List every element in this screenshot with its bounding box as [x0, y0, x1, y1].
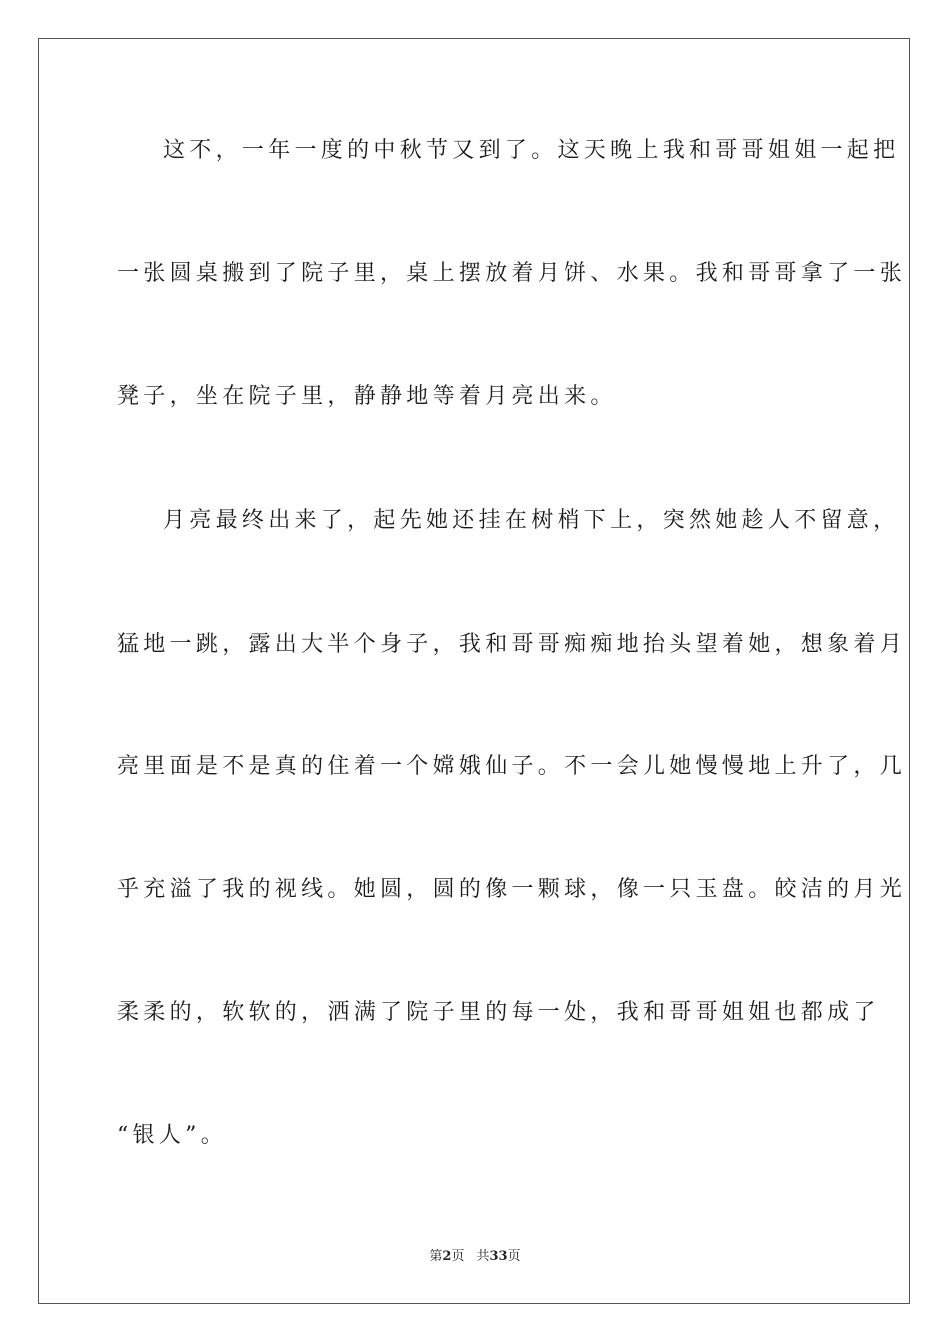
paragraph-1-line-2: 一张圆桌搬到了院子里，桌上摆放着月饼、水果。我和哥哥拿了一张: [117, 261, 907, 286]
paragraph-2-line-2: 猛地一跳，露出大半个身子，我和哥哥痴痴地抬头望着她，想象着月: [117, 632, 907, 657]
paragraph-2-line-3: 亮里面是不是真的住着一个嫦娥仙子。不一会儿她慢慢地上升了，几: [117, 754, 907, 779]
total-suffix: 页: [507, 1249, 521, 1264]
paragraph-1-line-3: 凳子，坐在院子里，静静地等着月亮出来。: [117, 384, 617, 409]
page-border: [38, 38, 910, 1304]
page-footer: [0, 1248, 950, 1266]
paragraph-2-line-1: 月亮最终出来了，起先她还挂在树梢下上，突然她趁人不留意，: [163, 508, 900, 533]
page-suffix: 页: [451, 1249, 465, 1264]
total-pages: 33: [489, 1249, 508, 1264]
paragraph-2-line-6: “银人”。: [117, 1123, 227, 1148]
total-prefix: 共: [476, 1249, 490, 1264]
paragraph-2-line-4: 乎充溢了我的视线。她圆，圆的像一颗球，像一只玉盘。皎洁的月光: [117, 877, 907, 902]
page-number: 2: [442, 1249, 452, 1264]
page-prefix: 第: [429, 1249, 443, 1264]
paragraph-2-line-5: 柔柔的，软软的，洒满了院子里的每一处，我和哥哥姐姐也都成了: [117, 1000, 880, 1025]
paragraph-1-line-1: 这不，一年一度的中秋节又到了。这天晚上我和哥哥姐姐一起把: [163, 138, 900, 163]
